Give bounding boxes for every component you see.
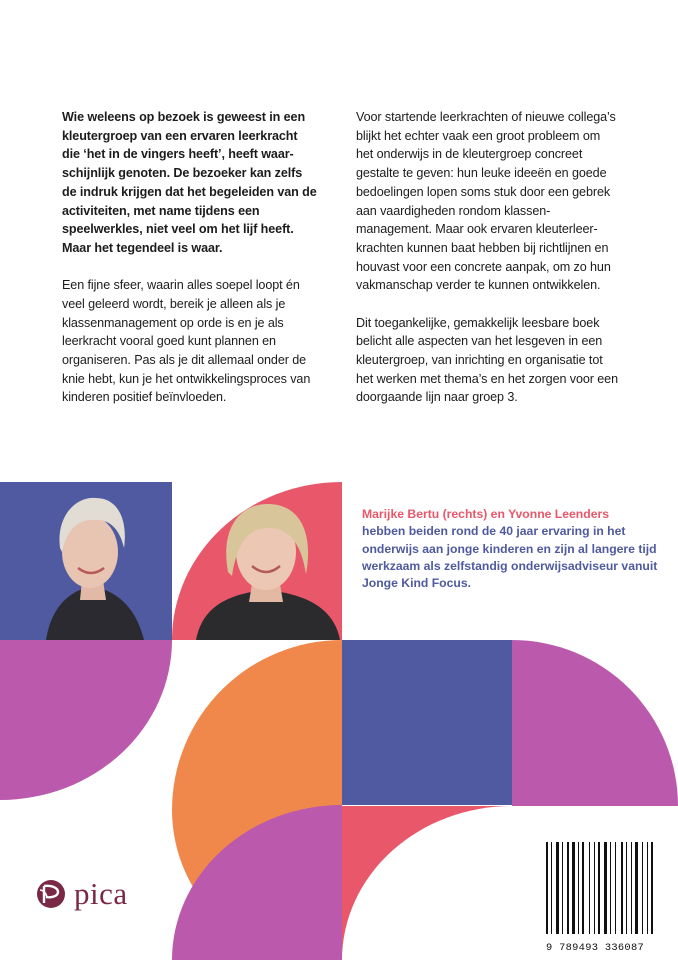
isbn-barcode	[538, 838, 678, 960]
barcode-bar	[572, 842, 575, 934]
barcode-bar	[598, 842, 600, 934]
barcode-bar	[551, 842, 552, 934]
barcode-icon	[538, 838, 678, 938]
magenta-quarter-right	[512, 640, 678, 806]
barcode-bar	[578, 842, 579, 934]
author-names: Marijke Bertu (rechts) en Yvonne Leenders	[362, 507, 609, 521]
barcode-bar	[615, 842, 616, 934]
barcode-bar	[626, 842, 627, 934]
barcode-bar	[604, 842, 607, 934]
barcode-bar	[556, 842, 559, 934]
intro-second-paragraph: Een fijne sfeer, waarin alles soepel loopt én veel geleerd wordt, bereik je alleen als je klassenmanagement op orde is en je als leerkracht vooral goed kunt plannen en organiseren. Pas als je dit allemaal onder de knie hebt, kun je het ontwikkelingsproces van kinderen positief beïnvloeden.	[62, 278, 311, 405]
indigo-square-center	[342, 640, 512, 805]
right-first-paragraph: Voor startende leerkrachten of nieuwe collega’s blijkt het echter vaak een groot probleem om het onderwijs in de kleutergroep concreet gestalte te geven: hun leuke ideeën en goede bedoelingen lopen soms stuk door een gebrek aan vaardigheden rondom klassenmanagement. Maar ook ervaren kleuterleerkrachten kunnen baat hebben bij richtlijnen en houvast voor een concrete aanpak, om zo hun vakmanschap verder te kunnen ontwikkelen.	[356, 110, 616, 293]
pica-logo-icon	[34, 879, 68, 909]
right-second-paragraph: Dit toegankelijke, gemakkelijk leesbare boek belicht alle aspecten van het lesgeven in een kleutergroep, van inrichting en organisatie tot het werken met thema’s en het zorgen voor een doorgaande lijn naar groep 3.	[356, 315, 618, 405]
barcode-bar	[651, 842, 653, 934]
magenta-quarter-left	[0, 640, 172, 800]
barcode-bar	[562, 842, 563, 934]
isbn-number: 9 789493 336087	[546, 942, 645, 954]
intro-lead-paragraph: Wie weleens op bezoek is geweest in een kleutergroep van een ervaren leerkracht die ‘het in de vingers heeft’, heeft waarschijnlijk genoten. De bezoeker kan zelfs de indruk krijgen dat het begeleiden van de activiteiten, met name tijdens een speelwerkles, niet veel om het lijf heeft. Maar het tegendeel is waar.	[62, 110, 317, 255]
barcode-bar	[594, 842, 595, 934]
barcode-bar	[642, 842, 643, 934]
barcode-bar	[647, 842, 648, 934]
barcode-bar	[546, 842, 548, 934]
author-description: hebben beiden rond de 40 jaar ervaring in het onderwijs aan jonge kinderen en zijn al langere tijd werkzaam als zelfstandig onderwijsadviseur vanuit Jonge Kind Focus.	[362, 524, 658, 591]
publisher-logo	[34, 876, 128, 912]
barcode-bar	[567, 842, 569, 934]
barcode-bar	[621, 842, 623, 934]
author-bio	[362, 506, 662, 592]
barcode-bar	[635, 842, 638, 934]
barcode-bar	[582, 842, 584, 934]
barcode-bar	[610, 842, 611, 934]
barcode-bar	[589, 842, 590, 934]
orange-quarter-upper	[172, 640, 342, 810]
publisher-name: pica	[74, 876, 128, 911]
barcode-bar	[631, 842, 632, 934]
